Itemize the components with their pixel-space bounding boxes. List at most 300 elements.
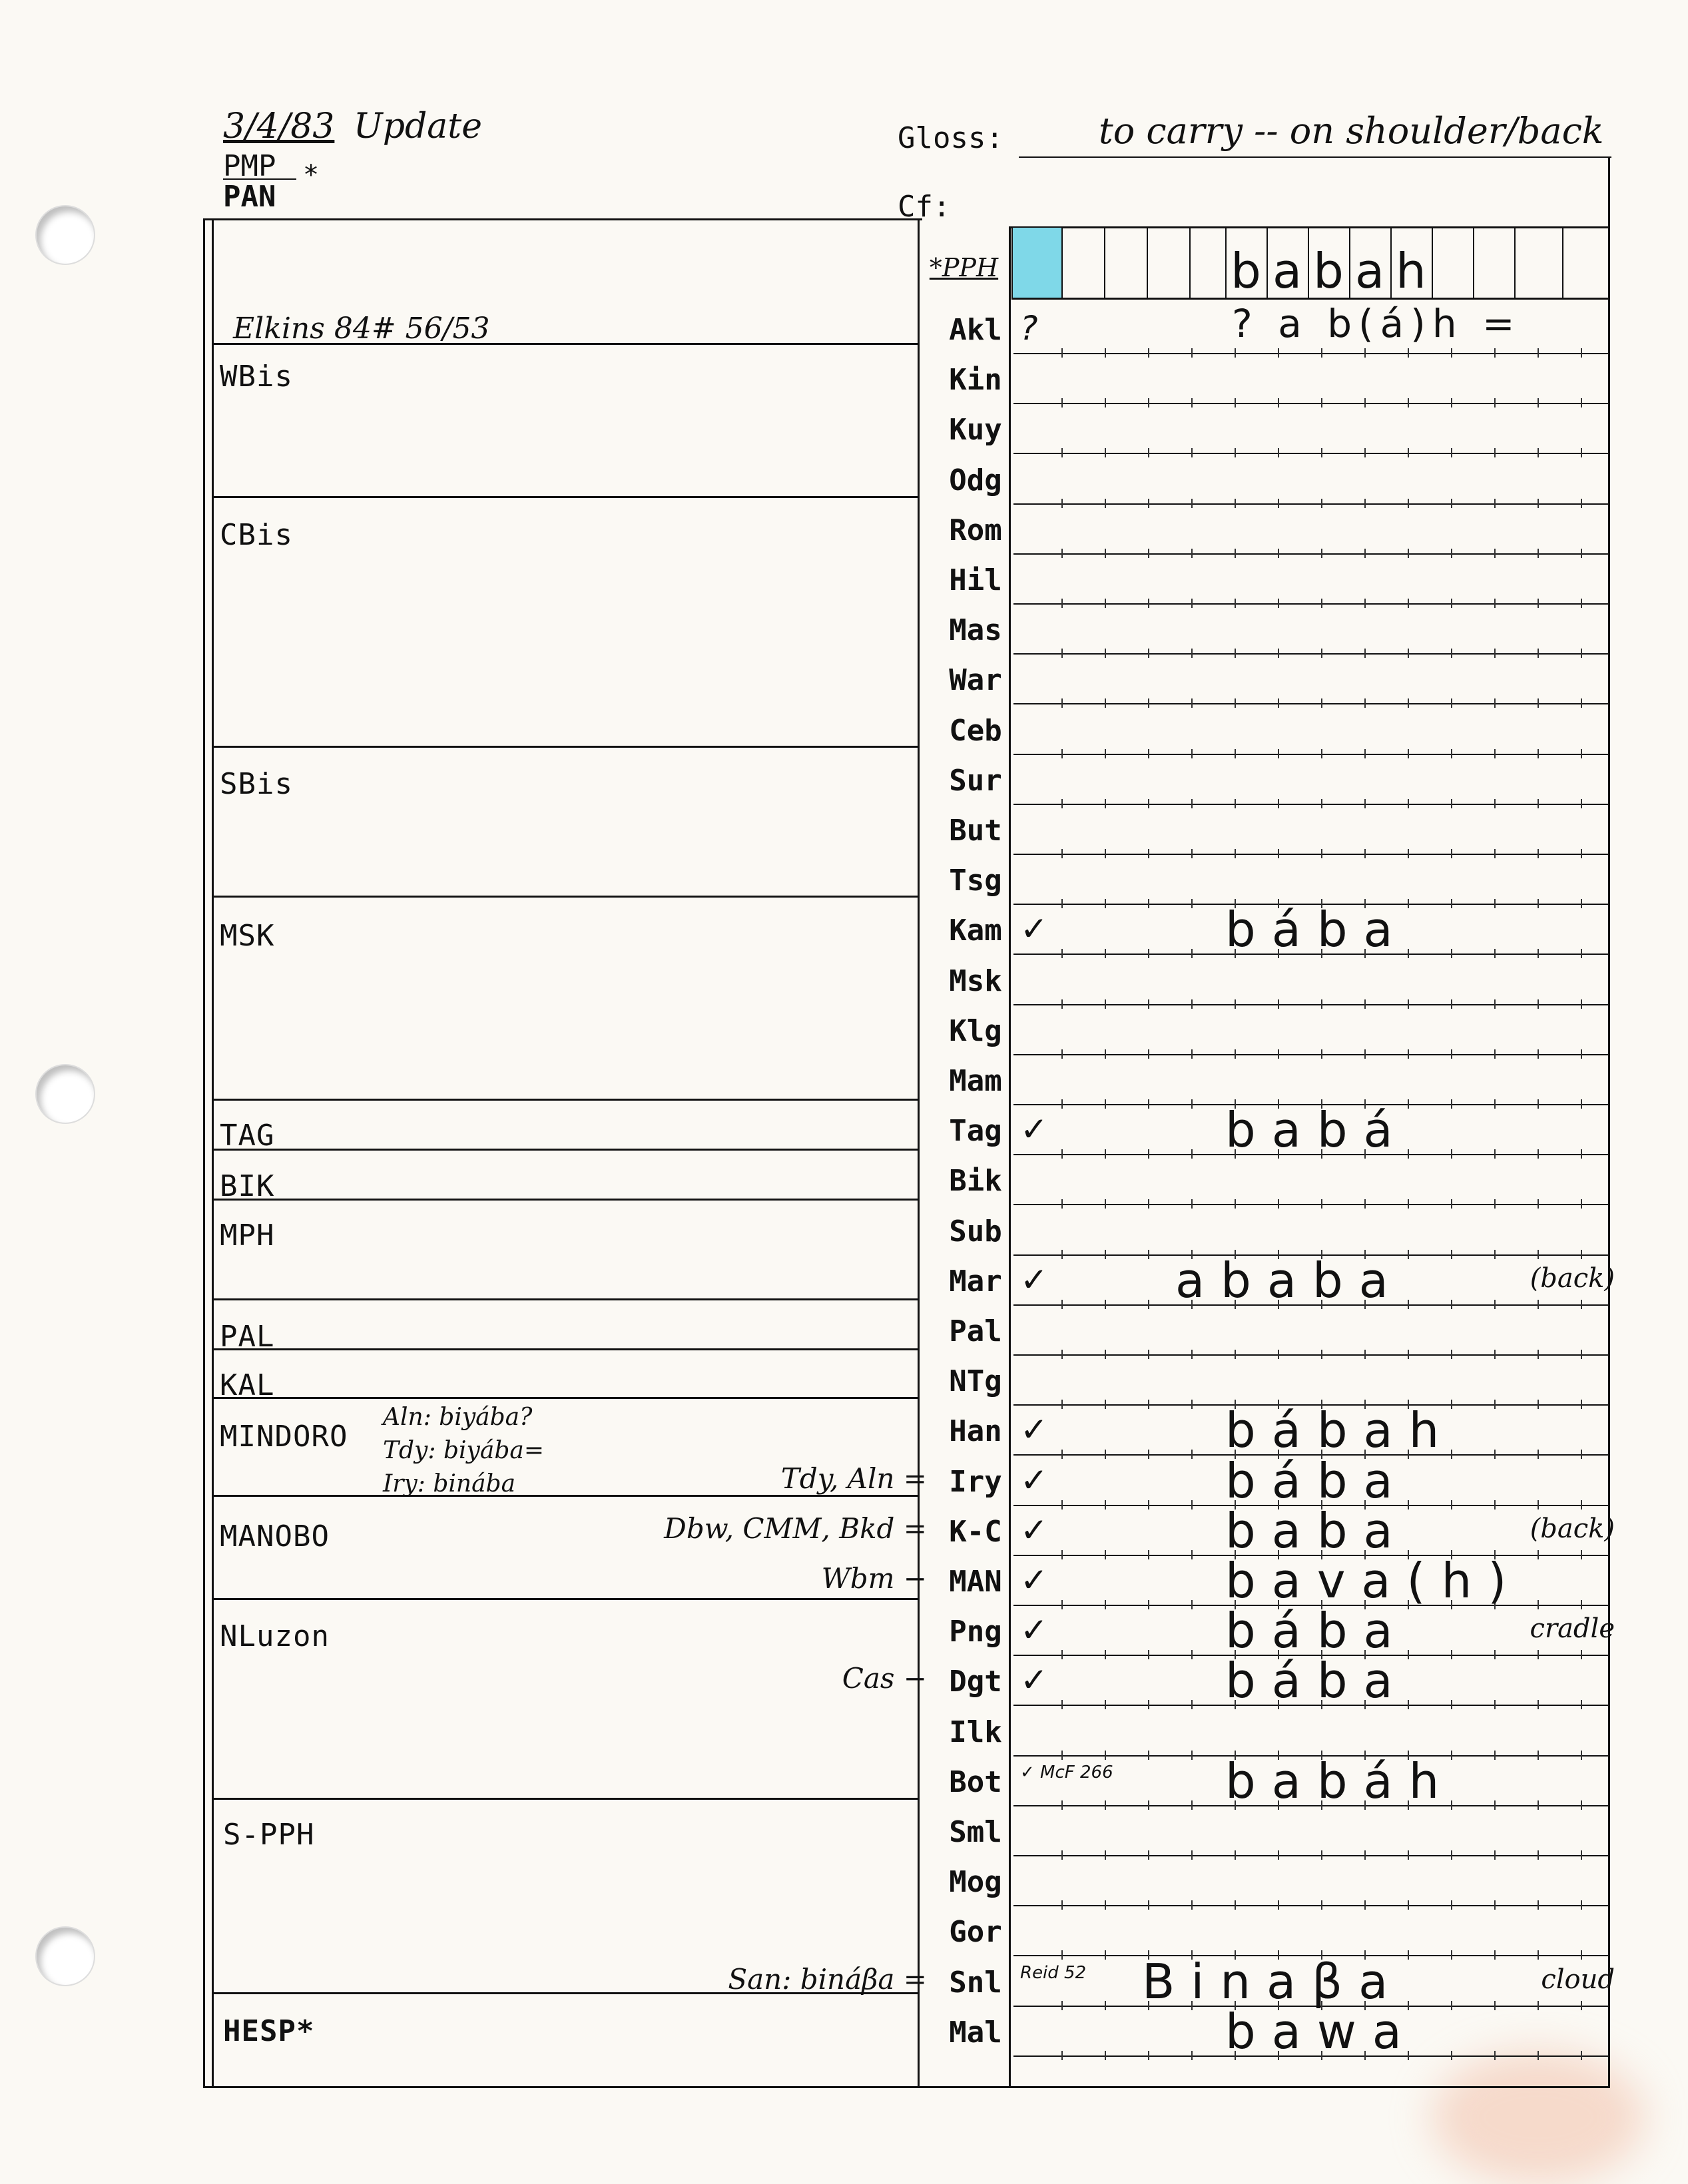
row-tick: [1235, 1900, 1236, 1910]
row-check: ?: [1020, 309, 1038, 348]
row-tick: [1494, 549, 1496, 558]
row-tick: [1105, 1400, 1106, 1409]
group-mph: MPH: [220, 1219, 275, 1252]
row-tick: [1494, 398, 1496, 408]
row-abbr: Tsg: [949, 864, 1002, 898]
row-tick: [1105, 1450, 1106, 1459]
row-tick: [1581, 348, 1582, 358]
row-tick: [1494, 1900, 1496, 1910]
row-tick: [1191, 549, 1193, 558]
row-abbr: Ceb: [949, 713, 1002, 748]
row-tick: [1105, 698, 1106, 708]
row-tick: [1321, 749, 1322, 758]
group-divider: [212, 1495, 918, 1497]
row-tick: [1451, 1900, 1452, 1910]
row-tick: [1451, 1300, 1452, 1309]
row-check: ✓: [1020, 1561, 1048, 1599]
row-tick: [1581, 698, 1582, 708]
row-tick: [1451, 2001, 1452, 2010]
row-tick: [1148, 649, 1149, 658]
row-tick: [1105, 2051, 1106, 2060]
pmp-star: *: [303, 160, 320, 190]
row-tick: [1321, 1350, 1322, 1359]
group-nluzon: NLuzon: [220, 1619, 330, 1653]
row-tick: [1494, 348, 1496, 358]
row-tick: [1061, 1350, 1063, 1359]
group-divider: [212, 1397, 918, 1399]
row-tick: [1494, 1450, 1496, 1459]
row-abbr: Snl: [949, 1965, 1002, 2000]
row-tick: [1538, 1149, 1539, 1159]
row-tick: [1148, 949, 1149, 958]
pph-cell-border: [1147, 228, 1148, 298]
row-tick: [1494, 2001, 1496, 2010]
row-tick: [1451, 698, 1452, 708]
pph-letter: a: [1272, 243, 1302, 299]
row-tick: [1278, 448, 1279, 457]
row-tick: [1148, 1149, 1149, 1159]
row-tick: [1191, 499, 1193, 508]
row-abbr: Klg: [949, 1013, 1002, 1048]
row-tick: [1105, 1099, 1106, 1109]
row-abbr: Kuy: [949, 413, 1002, 447]
row-tick: [1538, 348, 1539, 358]
row-tick: [1061, 448, 1063, 457]
row-tick: [1364, 799, 1366, 808]
row-tick: [1235, 348, 1236, 358]
row-tick: [1105, 1850, 1106, 1860]
frame-mid-right: [1009, 226, 1011, 2088]
row-tick: [1061, 1550, 1063, 1559]
row-tick: [1581, 849, 1582, 858]
row-tick: [1148, 799, 1149, 808]
punch-hole-middle: [37, 1065, 94, 1123]
row-tick: [1321, 499, 1322, 508]
row-tick: [1408, 398, 1409, 408]
row-tick: [1191, 1350, 1193, 1359]
row-tick: [1148, 1600, 1149, 1609]
row-tick: [1321, 999, 1322, 1009]
row-tick: [1148, 749, 1149, 758]
row-tick: [1581, 949, 1582, 958]
row-tick: [1364, 499, 1366, 508]
row-tick: [1235, 749, 1236, 758]
pph-letter: b: [1313, 243, 1344, 299]
row-tick: [1364, 749, 1366, 758]
row-form: bába: [1225, 1603, 1409, 1659]
row-tick: [1191, 1650, 1193, 1659]
row-tick: [1148, 549, 1149, 558]
row-abbr: Bot: [949, 1765, 1002, 1799]
row-check: Reid 52: [1020, 1962, 1087, 1983]
row-tick: [1061, 799, 1063, 808]
row-tick: [1538, 1900, 1539, 1910]
row-tick: [1581, 1300, 1582, 1309]
row-tick: [1235, 1199, 1236, 1209]
row-tick: [1278, 799, 1279, 808]
row-tick: [1148, 398, 1149, 408]
row-form: baba: [1225, 1502, 1409, 1559]
row-tick: [1278, 1900, 1279, 1910]
row-tick: [1061, 849, 1063, 858]
row-tick: [1321, 398, 1322, 408]
row-tick: [1538, 899, 1539, 908]
row-abbr: Sub: [949, 1214, 1002, 1248]
row-tick: [1191, 1550, 1193, 1559]
row-tick: [1148, 698, 1149, 708]
row-form: babá: [1225, 1102, 1409, 1159]
group-divider: [212, 1298, 918, 1300]
row-tick: [1278, 348, 1279, 358]
row-tick: [1538, 549, 1539, 558]
row-abbr: Mam: [949, 1064, 1002, 1098]
row-tick: [1451, 1850, 1452, 1860]
row-tick: [1105, 899, 1106, 908]
row-line: [1013, 1004, 1608, 1005]
row-tick: [1191, 348, 1193, 358]
row-tick: [1191, 1049, 1193, 1059]
row-tick: [1148, 1049, 1149, 1059]
row-tick: [1581, 2051, 1582, 2060]
row-check: ✓: [1020, 1611, 1048, 1650]
row-tick: [1061, 1049, 1063, 1059]
group-divider: [212, 896, 918, 898]
row-abbr: Tag: [949, 1114, 1002, 1149]
row-tick: [1191, 448, 1193, 457]
pph-cell-border: [1514, 228, 1516, 298]
row-tick: [1451, 1950, 1452, 1960]
row-tick: [1148, 2051, 1149, 2060]
row-tick: [1061, 1500, 1063, 1509]
row-tick: [1494, 1049, 1496, 1059]
row-abbr: Han: [949, 1414, 1002, 1449]
row-abbr: War: [949, 663, 1002, 698]
row-tick: [1581, 1751, 1582, 1760]
row-tick: [1538, 1400, 1539, 1409]
row-tick: [1148, 1550, 1149, 1559]
row-tick: [1364, 1900, 1366, 1910]
row-side-note: Cas −: [842, 1662, 927, 1695]
row-tick: [1408, 1250, 1409, 1259]
row-tick: [1278, 698, 1279, 708]
row-tick: [1364, 1350, 1366, 1359]
row-tick: [1581, 398, 1582, 408]
row-tick: [1581, 1500, 1582, 1509]
row-tick: [1364, 398, 1366, 408]
row-tick: [1105, 398, 1106, 408]
row-tick: [1148, 1199, 1149, 1209]
row-tick: [1408, 448, 1409, 457]
row-tick: [1278, 599, 1279, 608]
elkins-reference: Elkins 84# 56/53: [233, 312, 490, 346]
row-tick: [1148, 1450, 1149, 1459]
row-tick: [1538, 1350, 1539, 1359]
row-tick: [1105, 1300, 1106, 1309]
group-manobo: MANOBO: [220, 1519, 330, 1553]
row-tick: [1494, 1700, 1496, 1709]
row-tick: [1538, 1049, 1539, 1059]
row-tick: [1105, 549, 1106, 558]
row-tick: [1538, 599, 1539, 608]
row-tick: [1321, 1199, 1322, 1209]
row-abbr: Akl: [949, 313, 1002, 347]
row-tick: [1278, 1350, 1279, 1359]
row-tick: [1538, 1450, 1539, 1459]
group-tag: TAG: [220, 1119, 275, 1153]
row-tick: [1581, 1950, 1582, 1960]
row-line: [1013, 1354, 1608, 1356]
row-tick: [1494, 799, 1496, 808]
row-tick: [1408, 1049, 1409, 1059]
row-tick: [1581, 999, 1582, 1009]
row-tick: [1538, 799, 1539, 808]
group-divider: [212, 1199, 918, 1201]
row-tick: [1235, 1049, 1236, 1059]
row-tick: [1494, 999, 1496, 1009]
group-divider: [212, 1798, 918, 1800]
row-tick: [1191, 1099, 1193, 1109]
row-tick: [1061, 549, 1063, 558]
row-abbr: Sml: [949, 1815, 1002, 1849]
row-tick: [1148, 348, 1149, 358]
row-tick: [1148, 1250, 1149, 1259]
row-tick: [1451, 1700, 1452, 1709]
row-tick: [1061, 1800, 1063, 1810]
date-note: [223, 107, 482, 146]
row-abbr: MAN: [949, 1565, 1002, 1599]
row-tick: [1538, 1950, 1539, 1960]
row-tick: [1235, 698, 1236, 708]
row-tick: [1581, 799, 1582, 808]
row-abbr: K-C: [949, 1514, 1002, 1549]
row-tick: [1494, 849, 1496, 858]
group-sbis: SBis: [220, 767, 293, 801]
row-abbr: Bik: [949, 1164, 1002, 1199]
row-tick: [1105, 749, 1106, 758]
gloss-value: to carry -- on shoulder/back: [1099, 110, 1604, 152]
group-cbis: CBis: [220, 518, 293, 552]
row-tick: [1105, 799, 1106, 808]
row-form: bába: [1225, 902, 1409, 958]
group-divider: [212, 496, 918, 498]
row-tick: [1105, 2001, 1106, 2010]
row-tick: [1235, 1850, 1236, 1860]
row-tick: [1105, 1700, 1106, 1709]
row-tick: [1105, 1950, 1106, 1960]
row-tick: [1364, 1850, 1366, 1860]
row-tick: [1581, 1099, 1582, 1109]
row-tick: [1451, 1199, 1452, 1209]
row-tick: [1191, 999, 1193, 1009]
row-tick: [1105, 1500, 1106, 1509]
row-tick: [1061, 1450, 1063, 1459]
row-tick: [1538, 1600, 1539, 1609]
row-tick: [1235, 999, 1236, 1009]
row-tick: [1364, 649, 1366, 658]
row-tick: [1105, 849, 1106, 858]
row-tick: [1538, 398, 1539, 408]
row-form: bábah: [1225, 1402, 1456, 1459]
group-pal: PAL: [220, 1320, 275, 1354]
row-abbr: Dgt: [949, 1665, 1002, 1699]
row-tick: [1191, 698, 1193, 708]
row-tick: [1581, 1900, 1582, 1910]
row-line: [1013, 1905, 1608, 1906]
row-tick: [1105, 1149, 1106, 1159]
row-abbr: Ilk: [949, 1715, 1002, 1749]
row-side-note: San: bináβa =: [728, 1962, 927, 1996]
row-tick: [1061, 398, 1063, 408]
row-tick: [1494, 698, 1496, 708]
row-tick: [1494, 1800, 1496, 1810]
row-tick: [1148, 1350, 1149, 1359]
row-tick: [1148, 1700, 1149, 1709]
row-tick: [1538, 698, 1539, 708]
row-tick: [1408, 849, 1409, 858]
row-tick: [1494, 1350, 1496, 1359]
row-tick: [1581, 1550, 1582, 1559]
row-tick: [1105, 1900, 1106, 1910]
row-tick: [1538, 1500, 1539, 1509]
group-hesp: HESP*: [223, 2014, 315, 2048]
row-tick: [1191, 1400, 1193, 1409]
row-tick: [1235, 1350, 1236, 1359]
row-side-note: Tdy, Aln =: [780, 1462, 927, 1495]
row-tick: [1148, 1850, 1149, 1860]
row-abbr: Hil: [949, 563, 1002, 597]
row-tick: [1105, 999, 1106, 1009]
row-tick: [1235, 649, 1236, 658]
row-tick: [1321, 348, 1322, 358]
row-tick: [1494, 2051, 1496, 2060]
group-divider: [212, 1348, 918, 1350]
row-tick: [1061, 1700, 1063, 1709]
row-tick: [1061, 1950, 1063, 1960]
row-tick: [1191, 1600, 1193, 1609]
frame-bottom: [203, 2086, 1610, 2088]
row-tick: [1105, 1800, 1106, 1810]
row-tick: [1581, 2001, 1582, 2010]
row-tick: [1494, 749, 1496, 758]
row-tick: [1191, 849, 1193, 858]
row-abbr: Odg: [949, 463, 1002, 497]
row-abbr: Png: [949, 1615, 1002, 1649]
row-tick: [1581, 1850, 1582, 1860]
row-tick: [1148, 599, 1149, 608]
row-check: ✓: [1020, 1661, 1048, 1700]
row-tick: [1538, 2001, 1539, 2010]
group-kal: KAL: [220, 1368, 275, 1402]
row-tick: [1191, 949, 1193, 958]
row-note: (back): [1530, 1513, 1615, 1544]
row-tick: [1061, 2051, 1063, 2060]
row-tick: [1061, 1900, 1063, 1910]
row-line: [1013, 804, 1608, 805]
row-check: ✓: [1020, 1410, 1048, 1450]
row-tick: [1235, 599, 1236, 608]
row-tick: [1538, 1800, 1539, 1810]
row-tick: [1321, 649, 1322, 658]
row-tick: [1105, 599, 1106, 608]
row-tick: [1278, 1850, 1279, 1860]
group-divider: [212, 1598, 918, 1600]
row-abbr: Pal: [949, 1314, 1002, 1348]
pph-label: *PPH: [929, 253, 999, 282]
row-tick: [1581, 1350, 1582, 1359]
group-msk: MSK: [220, 919, 275, 953]
row-line: [1013, 1204, 1608, 1205]
row-tick: [1148, 448, 1149, 457]
row-note: cradle: [1530, 1613, 1615, 1645]
pph-letter: h: [1396, 243, 1426, 299]
row-tick: [1494, 1650, 1496, 1659]
row-tick: [1061, 649, 1063, 658]
row-tick: [1105, 949, 1106, 958]
row-tick: [1061, 749, 1063, 758]
row-tick: [1494, 949, 1496, 958]
row-tick: [1278, 999, 1279, 1009]
row-tick: [1278, 849, 1279, 858]
row-tick: [1451, 1099, 1452, 1109]
row-tick: [1408, 749, 1409, 758]
row-tick: [1538, 1850, 1539, 1860]
row-check: ✓: [1020, 910, 1048, 949]
row-tick: [1451, 849, 1452, 858]
row-form: babáh: [1225, 1753, 1456, 1809]
row-tick: [1451, 1049, 1452, 1059]
row-line: [1013, 703, 1608, 704]
row-line: [1013, 1855, 1608, 1856]
row-tick: [1105, 1550, 1106, 1559]
row-tick: [1451, 348, 1452, 358]
pph-cell-border: [1432, 228, 1433, 298]
row-tick: [1148, 999, 1149, 1009]
row-tick: [1148, 1500, 1149, 1509]
row-tick: [1148, 1099, 1149, 1109]
group-divider: [212, 343, 918, 345]
row-tick: [1538, 1099, 1539, 1109]
row-tick: [1494, 1950, 1496, 1960]
row-tick: [1191, 1500, 1193, 1509]
row-check: ✓: [1020, 1510, 1048, 1549]
row-tick: [1451, 1250, 1452, 1259]
row-tick: [1061, 1751, 1063, 1760]
row-abbr: Iry: [949, 1464, 1002, 1499]
row-tick: [1538, 1250, 1539, 1259]
row-tick: [1581, 1600, 1582, 1609]
row-tick: [1061, 1400, 1063, 1409]
row-tick: [1191, 398, 1193, 408]
row-tick: [1581, 499, 1582, 508]
frame-top: [203, 218, 922, 220]
row-tick: [1278, 499, 1279, 508]
row-tick: [1191, 2051, 1193, 2060]
row-tick: [1494, 1250, 1496, 1259]
row-abbr: Msk: [949, 963, 1002, 998]
row-tick: [1105, 348, 1106, 358]
row-tick: [1148, 499, 1149, 508]
row-tick: [1061, 1650, 1063, 1659]
row-form: bawa: [1225, 2003, 1418, 2059]
row-note: (back): [1530, 1262, 1615, 1294]
row-tick: [1235, 799, 1236, 808]
row-tick: [1451, 398, 1452, 408]
row-abbr: Sur: [949, 763, 1002, 798]
row-tick: [1364, 999, 1366, 1009]
row-check: ✓: [1020, 1260, 1048, 1299]
row-tick: [1191, 1850, 1193, 1860]
row-tick: [1408, 649, 1409, 658]
